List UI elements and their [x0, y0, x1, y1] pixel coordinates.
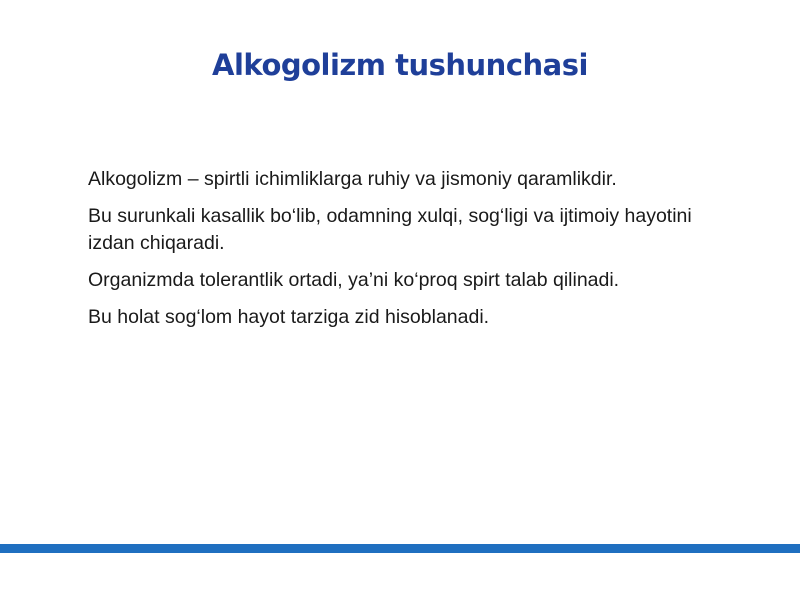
body-paragraph: Alkogolizm – spirtli ichimliklarga ruhiy va jismoniy qaramlikdir.: [88, 168, 617, 190]
body-paragraph: Organizmda tolerantlik ortadi, ya’ni ko‘proq spirt talab qilinadi.: [88, 269, 620, 291]
bottom-accent-bar: [0, 544, 800, 553]
slide-body: [88, 166, 728, 341]
slide-title: Alkogolizm tushunchasi: [212, 48, 588, 82]
body-paragraph: Bu surunkali kasallik bo‘lib, odamning xulqi, sog‘ligi va ijtimoiy hayotini izdan chiqaradi.: [88, 205, 692, 254]
body-paragraph: Bu holat sog‘lom hayot tarziga zid hisoblanadi.: [88, 306, 490, 328]
